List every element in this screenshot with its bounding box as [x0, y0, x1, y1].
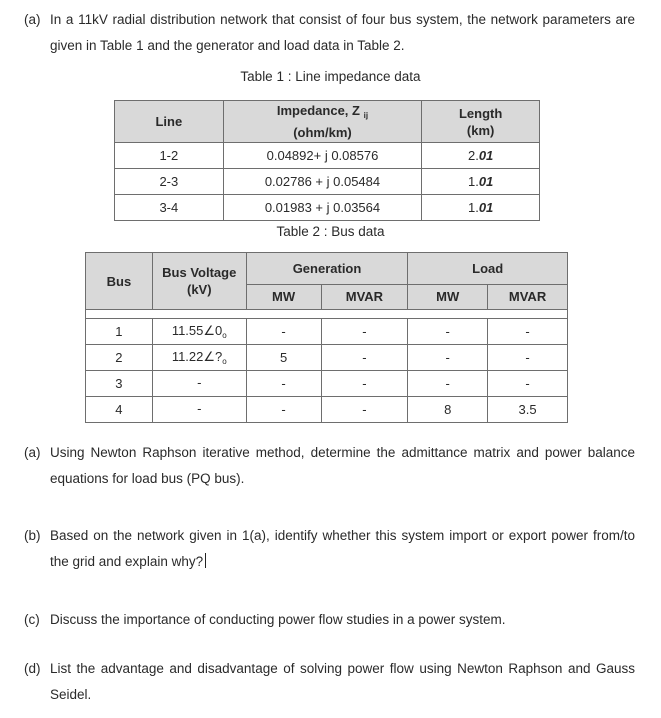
- header-impedance-line1: Impedance, Z: [276, 103, 360, 118]
- length-dec: 01: [478, 148, 494, 163]
- cell-impedance: 0.04892+ j 0.08576: [223, 143, 422, 169]
- cell-gen-mw: -: [246, 371, 321, 397]
- question-label: (b): [24, 528, 41, 543]
- question-b: [24, 523, 635, 575]
- question-label: (a): [24, 445, 41, 460]
- length-int: 2.: [467, 148, 479, 163]
- cell-load-mvar: -: [488, 371, 568, 397]
- table-row: [115, 195, 540, 221]
- spacer-row: [86, 310, 568, 319]
- voltage-value: -: [197, 375, 202, 390]
- intro-paragraph: [24, 7, 635, 59]
- header-gen-mw: MW: [246, 284, 321, 309]
- header-gen-mvar: MVAR: [321, 284, 408, 309]
- question-text: Discuss the importance of conducting power flow studies in a power system.: [50, 612, 506, 627]
- length-dec: 01: [478, 200, 494, 215]
- voltage-value: 11.22∠?: [171, 349, 223, 364]
- cell-bus: 4: [86, 397, 153, 423]
- cell-voltage: [152, 371, 246, 397]
- cell-voltage: [152, 397, 246, 423]
- header-bus-voltage: [152, 253, 246, 310]
- cell-bus: 2: [86, 345, 153, 371]
- header-voltage-line2: (kV): [186, 282, 212, 297]
- question-label: (c): [24, 612, 40, 627]
- cell-load-mw: -: [408, 345, 488, 371]
- cell-gen-mvar: -: [321, 397, 408, 423]
- question-text: Using Newton Raphson iterative method, determine the admittance matrix and power balance equations for load bus (PQ bus).: [50, 445, 635, 486]
- cell-line: 3-4: [115, 195, 224, 221]
- question-text: Based on the network given in 1(a), identify whether this system import or export power from/to the grid and explain why?: [50, 528, 635, 569]
- question-b-body: [50, 523, 635, 575]
- length-dec: 01: [478, 174, 494, 189]
- header-impedance-line2: (ohm/km): [293, 125, 352, 140]
- cell-voltage: [152, 345, 246, 371]
- table2-caption: Table 2 : Bus data: [276, 224, 385, 239]
- text-cursor: [205, 553, 206, 568]
- cell-load-mvar: -: [488, 345, 568, 371]
- header-generation: Generation: [246, 253, 408, 285]
- table-row: [86, 397, 568, 423]
- header-voltage-line1: Bus Voltage: [162, 265, 237, 280]
- cell-load-mw: 8: [408, 397, 488, 423]
- header-load: Load: [408, 253, 568, 285]
- voltage-value: 11.55∠0: [171, 323, 223, 338]
- table1-caption: Table 1 : Line impedance data: [240, 69, 421, 84]
- cell-impedance: 0.02786 + j 0.05484: [223, 169, 422, 195]
- cell-gen-mw: -: [246, 319, 321, 345]
- line-impedance-table: [114, 100, 540, 221]
- table-row: [86, 319, 568, 345]
- header-load-mw: MW: [408, 284, 488, 309]
- cell-length: [422, 143, 540, 169]
- voltage-value: -: [197, 401, 202, 416]
- cell-load-mw: -: [408, 371, 488, 397]
- cell-load-mvar: -: [488, 319, 568, 345]
- question-c: [24, 607, 635, 633]
- cell-bus: 3: [86, 371, 153, 397]
- question-text: List the advantage and disadvantage of solving power flow using Newton Raphson and Gauss Seidel.: [50, 661, 635, 702]
- cell-gen-mw: 5: [246, 345, 321, 371]
- intro-label: (a): [24, 12, 41, 27]
- intro-text: In a 11kV radial distribution network that consist of four bus system, the network parameters are given in Table 1 and the generator and load data in Table 2.: [50, 12, 635, 53]
- cell-impedance: 0.01983 + j 0.03564: [223, 195, 422, 221]
- header-load-mvar: MVAR: [488, 284, 568, 309]
- question-label: (d): [24, 661, 41, 676]
- bus-data-table: [85, 252, 568, 423]
- cell-line: 1-2: [115, 143, 224, 169]
- cell-length: [422, 195, 540, 221]
- cell-load-mvar: 3.5: [488, 397, 568, 423]
- cell-gen-mvar: -: [321, 371, 408, 397]
- table-row: [86, 371, 568, 397]
- cell-bus: 1: [86, 319, 153, 345]
- question-d: [24, 656, 635, 708]
- header-impedance: [223, 101, 422, 143]
- table-row: [115, 169, 540, 195]
- cell-line: 2-3: [115, 169, 224, 195]
- header-length-line1: Length: [458, 105, 503, 121]
- voltage-sub: o: [222, 331, 227, 340]
- cell-length: [422, 169, 540, 195]
- voltage-sub: o: [222, 357, 227, 366]
- length-int: 1.: [467, 174, 479, 189]
- cell-load-mw: -: [408, 319, 488, 345]
- header-impedance-sub: ij: [363, 111, 369, 120]
- cell-gen-mw: -: [246, 397, 321, 423]
- cell-voltage: [152, 319, 246, 345]
- cell-gen-mvar: -: [321, 345, 408, 371]
- length-int: 1.: [467, 200, 479, 215]
- header-length: [422, 101, 540, 143]
- header-bus: Bus: [86, 253, 153, 310]
- table-row: [115, 143, 540, 169]
- header-length-line2: (km): [466, 122, 495, 138]
- question-a: [24, 440, 635, 492]
- table-row: [86, 345, 568, 371]
- cell-gen-mvar: -: [321, 319, 408, 345]
- header-line: Line: [115, 101, 224, 143]
